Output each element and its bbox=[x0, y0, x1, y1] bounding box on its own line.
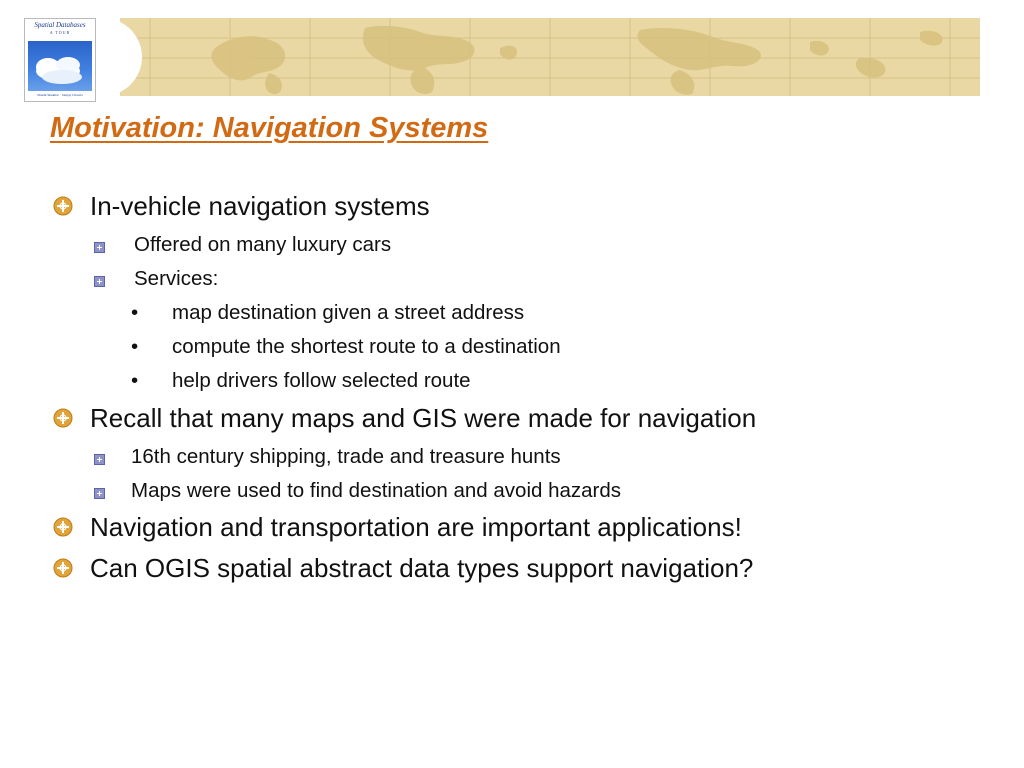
book-cover-logo bbox=[24, 18, 96, 102]
target-bullet-icon bbox=[53, 517, 73, 537]
dot-bullet: • bbox=[131, 335, 139, 358]
dot-bullet: • bbox=[131, 369, 139, 392]
square-bullet-icon bbox=[94, 454, 105, 465]
sub-bullet-1-2-text: Services: bbox=[134, 267, 219, 290]
sub-bullet-2-1-text: 16th century shipping, trade and treasure hunts bbox=[131, 445, 561, 468]
world-map-banner bbox=[120, 18, 980, 96]
bullet-1-text: In-vehicle navigation systems bbox=[90, 191, 430, 221]
square-bullet-icon bbox=[94, 242, 105, 253]
cover-cloud-image bbox=[28, 41, 92, 91]
bullet-4-text: Can OGIS spatial abstract data types support navigation? bbox=[90, 553, 754, 583]
square-bullet-icon bbox=[94, 488, 105, 499]
target-bullet-icon bbox=[53, 408, 73, 428]
bullet-2-text: Recall that many maps and GIS were made for navigation bbox=[90, 403, 757, 433]
sub-sub-bullet-2-text: compute the shortest route to a destination bbox=[172, 335, 561, 358]
slide-title: Motivation: Navigation Systems bbox=[50, 112, 489, 144]
sub-sub-bullet-1-text: map destination given a street address bbox=[172, 301, 525, 324]
sub-sub-bullet-3-text: help drivers follow selected route bbox=[172, 369, 471, 392]
bullet-3-text: Navigation and transportation are important applications! bbox=[90, 512, 742, 542]
world-map-graphic bbox=[120, 18, 980, 96]
sub-bullet-1-1-text: Offered on many luxury cars bbox=[134, 233, 392, 256]
cover-subtitle: A TOUR bbox=[49, 30, 71, 35]
dot-bullet: • bbox=[131, 301, 139, 324]
cover-title: Spatial Databases bbox=[34, 21, 86, 29]
sub-bullet-2-2-text: Maps were used to find destination and avoid hazards bbox=[131, 479, 622, 502]
target-bullet-icon bbox=[53, 196, 73, 216]
square-bullet-icon bbox=[94, 276, 105, 287]
target-bullet-icon bbox=[53, 558, 73, 578]
cover-authors: Shashi Shekhar · Sanjay Chawla bbox=[37, 93, 83, 97]
